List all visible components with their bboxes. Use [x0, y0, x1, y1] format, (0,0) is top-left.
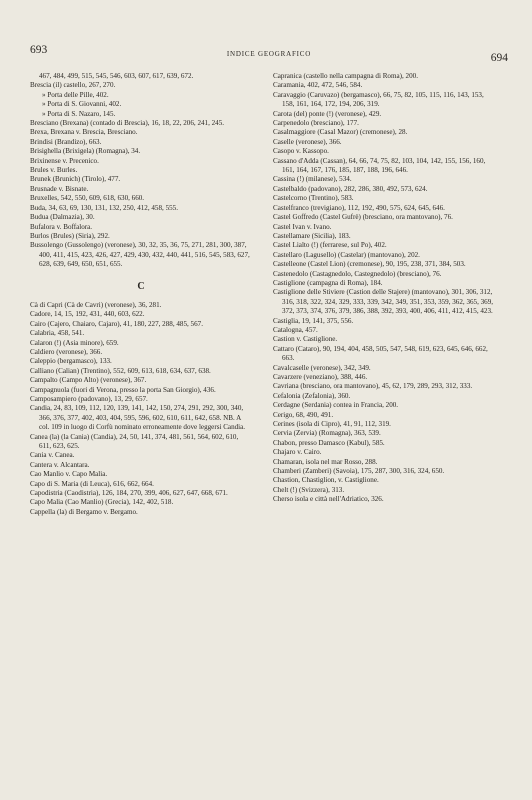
index-entry: Castiglione delle Stiviere (Castion delle Stajere) (mantovano), 301, 306, 312, 316, 318, 322, 324, 329, 333, 339, 342, 349, 351, 353, 359, 362, 365, 369, 372, 373, 374, 376, 379, 386, 388, 392, 393, 400, 406, 411, 412, 415, 423. [273, 288, 494, 316]
index-entry: Campagnuola (fuori di Verona, presso la porta San Giorgio), 436. [30, 385, 216, 394]
index-entry: Casalmaggiore (Casal Mazor) (cremonese), 28. [273, 128, 408, 137]
index-entry: Chabon, presso Damasco (Kabul), 585. [273, 438, 385, 447]
index-entry: Capranica (castello nella campagna di Roma), 200. [273, 72, 418, 80]
index-entry: Camposampiero (padovano), 13, 29, 657. [30, 395, 148, 403]
index-entry: Cerigo, 68, 490, 491. [273, 410, 334, 419]
index-entry: Chajaro v. Cairo. [273, 448, 322, 457]
left-page-number: 693 [30, 44, 48, 56]
index-entry: Budua (Dalmazia), 30. [30, 213, 95, 222]
index-entry: Bresciano (Brexana) (contado di Brescia), 16, 18, 22, 206, 241, 245. [30, 119, 225, 128]
index-entry: Chamaran, isola nel mar Rosso, 288. [273, 457, 378, 466]
index-entry: Cassina (!) (milanese), 534. [273, 175, 352, 184]
index-subentry: » Porta delle Pille, 402. [42, 90, 109, 99]
index-entry: Brindisi (Brandizo), 663. [30, 137, 102, 146]
index-entry: Cappella (la) di Bergamo v. Bergamo. [30, 507, 138, 516]
index-entry: Castiglia, 19, 141, 375, 556. [273, 316, 354, 325]
index-entry: Castelleone (Castel Lion) (cremonese), 90, 195, 238, 371, 384, 503. [273, 260, 466, 269]
index-entry: Cadore, 14, 15, 192, 431, 440, 603, 622. [30, 310, 145, 319]
index-entry: Castel Goffredo (Castel Gufrè) (bresciano, ora mantovano), 76. [273, 213, 453, 222]
index-subentry: » Porta di S. Nazaro, 145. [42, 109, 116, 118]
index-entry: Cefalonia (Zefalonia), 360. [273, 391, 351, 400]
index-entry: Caselle (veronese), 366. [273, 137, 342, 146]
index-entry: Bufalora v. Boffalora. [30, 222, 93, 231]
index-entry: Caldiero (veronese), 366. [30, 347, 103, 356]
index-entry: Capo Malia (Cao Manlio) (Grecia), 142, 402, 518. [30, 498, 174, 507]
index-entry: Cervia (Zervia) (Romagna), 363, 539. [273, 429, 381, 438]
index-entry: Castenedolo (Castagnedolo, Castegnedolo) (bresciano), 76. [273, 269, 442, 278]
right-page-number: 694 [490, 52, 508, 64]
index-entry: Castion v. Castiglione. [273, 335, 338, 344]
running-title: INDICE GEOGRAFICO [226, 50, 312, 58]
index-entry: Bussolengo (Gussolengo) (veronese), 30, 32, 35, 36, 75, 271, 281, 300, 387, 400, 411, 415, 423, 426, 427, 429, 430, 432, 440, 441, 516, 545, 583, 627, 628, 639, 649, 650, 651, 655. [30, 241, 250, 269]
index-entry: Chastion, Chastiglion, v. Castiglione. [273, 476, 379, 485]
index-entry: Cattaro (Cataro), 90, 194, 404, 458, 505, 547, 548, 619, 623, 645, 646, 662, 663. [273, 344, 488, 363]
index-entry: Cania v. Canea. [30, 451, 75, 460]
index-entry: Calliano (Calian) (Trentino), 552, 609, 613, 618, 634, 637, 638. [30, 366, 211, 375]
right-column [273, 72, 495, 505]
index-entry: Brescia (il) castello, 267, 270. [30, 81, 116, 90]
index-entry: Castel Lialto (!) (ferrarese, sul Po), 402. [273, 241, 387, 250]
index-entry: Chamberi (Zamberi) (Savoia), 175, 287, 300, 316, 324, 650. [273, 467, 445, 476]
index-entry: Capo di S. Maria (di Leuca), 616, 662, 664. [30, 479, 154, 488]
index-entry: Brisighella (Brixigela) (Romagna), 34. [30, 147, 141, 156]
index-entry: Castelbaldo (padovano), 282, 286, 380, 492, 573, 624. [273, 184, 428, 193]
index-entry: Castiglione (campagna di Roma), 184. [273, 278, 383, 287]
index-entry: Brusnade v. Bisnate. [30, 184, 89, 193]
index-entry: Casopo v. Kassopo. [273, 147, 329, 156]
index-entry-continuation: 467, 484, 499, 515, 545, 546, 603, 607, 617, 639, 672. [39, 72, 194, 80]
index-entry: Burlos (Brules) (Siria), 292. [30, 231, 110, 240]
index-entry: Cerdagne (Serdania) contea in Francia, 200. [273, 401, 399, 410]
section-letter: C [137, 280, 145, 292]
index-entry: Cao Manlio v. Capo Malia. [30, 470, 108, 479]
index-entry: Castellaro (Lagusello) (Castelar) (mantovano), 202. [273, 250, 420, 259]
index-entry: Cavriana (bresciano, ora mantovano), 45, 62, 179, 289, 293, 312, 333. [273, 382, 473, 391]
index-entry: Catalogna, 457. [273, 325, 318, 334]
index-entry: Candia, 24, 83, 109, 112, 120, 139, 141, 142, 150, 274, 291, 292, 300, 340, 366, 376, 377, 402, 403, 404, 595, 596, 602, 610, 611, 642, 658. NB. A col. 109 in luogo di Corfù nominato erroneamente dove leggersi Candia. [30, 404, 246, 432]
index-entry: Buda, 34, 63, 69, 130, 131, 132, 250, 412, 458, 555. [30, 203, 178, 212]
index-entry: Cantera v. Alcantara. [30, 460, 90, 469]
index-entry: Capodistria (Caodistria), 126, 184, 270, 399, 406, 627, 647, 668, 671. [30, 489, 228, 498]
index-entry: Carota (del) ponte (!) (veronese), 429. [273, 109, 382, 118]
index-entry: Caramania, 402, 472, 546, 584. [273, 81, 363, 90]
index-entry: Cà di Capri (Cà de Cavri) (veronese), 36, 281. [30, 300, 162, 309]
index-entry: Bruxelles, 542, 550, 609, 618, 630, 660. [30, 194, 145, 203]
index-entry: Castellamare (Sicilia), 183. [273, 231, 351, 240]
index-entry: Castelcorno (Trentino), 583. [273, 194, 354, 203]
index-entry: Caravaggio (Caruvazo) (bergamasco), 66, 75, 82, 105, 115, 116, 143, 153, 158, 161, 164, 172, 194, 206, 319. [273, 90, 484, 109]
index-entry: Cherso isola e città nell'Adriatico, 326. [273, 495, 384, 504]
index-entry: Calabria, 458, 541. [30, 329, 85, 338]
index-entry: Brunek (Brunich) (Tirolo), 477. [30, 175, 121, 184]
index-entry: Campalto (Campo Alto) (veronese), 367. [30, 376, 147, 385]
index-entry: Chelt (!) (Svizzera), 313. [273, 485, 345, 494]
left-column [30, 72, 252, 517]
index-entry: Cavarzere (veneziano), 388, 446. [273, 373, 368, 381]
index-entry: Castel Ivan v. Ivano. [273, 222, 332, 231]
page-header [30, 44, 508, 64]
index-entry: Castelfranco (trevigiano), 112, 192, 490, 575, 624, 645, 646. [273, 203, 445, 212]
index-entry: Caleppio (bergamasco), 133. [30, 357, 112, 366]
index-subentry: » Porta di S. Giovanni, 402. [42, 100, 122, 109]
index-entry: Cairo (Cajero, Chaiaro, Cajaro), 41, 180, 227, 288, 485, 567. [30, 319, 203, 328]
index-entry: Brixinense v. Precenico. [30, 156, 99, 165]
index-entry: Brules v. Burles. [30, 166, 78, 175]
index-entry: Cassano d'Adda (Cassan), 64, 66, 74, 75, 82, 103, 104, 142, 155, 156, 160, 161, 164, 167, 176, 185, 187, 188, 196, 646. [273, 156, 486, 175]
index-entry: Cerines (isola di Cipro), 41, 91, 112, 319. [273, 420, 391, 429]
index-entry: Calaron (!) (Asia minore), 659. [30, 338, 119, 347]
index-entry: Canea (la) (la Cania) (Candia), 24, 50, 141, 374, 481, 561, 564, 602, 610, 611, 623, 625. [30, 432, 239, 451]
index-entry: Cavalcaselle (veronese), 342, 349. [273, 363, 371, 372]
index-entry: Brexa, Brexana v. Brescia, Bresciano. [30, 128, 138, 137]
index-entry: Carpenedolo (bresciano), 177. [273, 119, 359, 128]
